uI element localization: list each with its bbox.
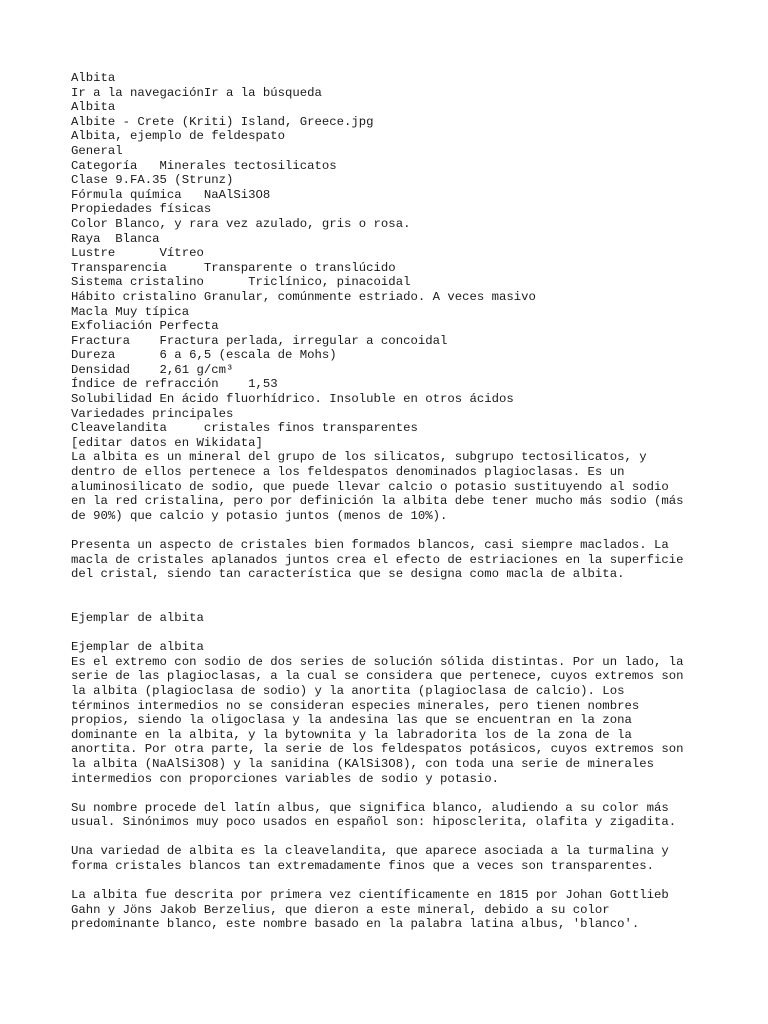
- text-line: Categoría Minerales tectosilicatos: [71, 158, 337, 173]
- text-line: propios, siendo la oligoclasa y la andesina las que se encuentran en la zona: [71, 713, 632, 728]
- text-line: Ejemplar de albita: [71, 610, 204, 625]
- text-line: Densidad 2,61 g/cm³: [71, 362, 234, 377]
- text-line: [71, 874, 731, 889]
- text-line: General: [71, 143, 123, 158]
- text-line: Es el extremo con sodio de dos series de solución sólida distintas. Por un lado, la: [71, 654, 684, 669]
- text-line: La albita fue descrita por primera vez científicamente en 1815 por Johan Gottlieb: [71, 888, 669, 903]
- text-line: Transparencia Transparente o translúcido: [71, 260, 396, 275]
- text-line: [71, 523, 731, 538]
- text-line: [71, 626, 731, 641]
- text-line: [71, 596, 731, 611]
- text-line: Albite - Crete (Kriti) Island, Greece.jpg: [71, 114, 374, 129]
- text-line: predominante blanco, este nombre basado en la palabra latina albus, 'blanco'.: [71, 917, 640, 932]
- text-line: Lustre Vítreo: [71, 246, 204, 261]
- text-line: Albita: [71, 71, 116, 85]
- text-line: Albita, ejemplo de feldespato: [71, 129, 286, 144]
- text-line: forma cristales blancos tan extremadamente finos que a veces son transparentes.: [71, 859, 654, 874]
- text-line: de 90%) que calcio y potasio juntos (menos de 10%).: [71, 508, 448, 523]
- text-line: la albita (NaAlSi3O8) y la sanidina (KAlSi3O8), con toda una serie de minerales: [71, 756, 654, 771]
- text-line: Exfoliación Perfecta: [71, 319, 219, 334]
- text-line: [editar datos en Wikidata]: [71, 435, 263, 450]
- text-line: Su nombre procede del latín albus, que significa blanco, aludiendo a su color más: [71, 800, 669, 815]
- text-line: términos intermedios no se consideran especies minerales, pero tienen nombres: [71, 698, 640, 713]
- text-line: Albita: [71, 100, 116, 115]
- text-line: macla de cristales aplanados juntos crea el efecto de estriaciones en la superficie: [71, 552, 684, 567]
- text-line: Presenta un aspecto de cristales bien formados blancos, casi siempre maclados. La: [71, 538, 669, 552]
- text-line: Raya Blanca: [71, 231, 160, 246]
- text-line: Sistema cristalino Triclínico, pinacoidal: [71, 275, 411, 290]
- text-line: del cristal, siendo tan característica que se designa como macla de albita.: [71, 567, 625, 582]
- text-line: Ir a la navegaciónIr a la búsqueda: [71, 85, 322, 100]
- text-line: serie de las plagioclasas, a la cual se considera que pertenece, cuyos extremos son: [71, 669, 684, 684]
- text-line: en la red cristalina, pero por definición la albita debe tener mucho más sodio (más: [71, 494, 684, 509]
- text-line: Fractura Fractura perlada, irregular a concoidal: [71, 333, 448, 348]
- text-line: Clase 9.FA.35 (Strunz): [71, 173, 234, 188]
- text-line: [71, 582, 731, 597]
- text-line: [71, 786, 731, 801]
- text-line: Hábito cristalino Granular, comúnmente estriado. A veces masivo: [71, 289, 536, 304]
- text-line: Ejemplar de albita: [71, 640, 204, 655]
- text-line: Índice de refracción 1,53: [71, 377, 278, 392]
- text-line: Cleavelandita cristales finos transparentes: [71, 421, 418, 436]
- text-line: aluminosilicato de sodio, que puede llevar calcio o potasio sustituyendo al sodio: [71, 479, 669, 494]
- text-line: dominante en la albita, y la bytownita y la labradorita los de la zona de la: [71, 727, 632, 742]
- document-text: [71, 71, 731, 932]
- text-line: Macla Muy típica: [71, 304, 190, 319]
- text-line: [71, 830, 731, 845]
- text-line: usual. Sinónimos muy poco usados en español son: hiposclerita, olafita y zigadita.: [71, 815, 677, 830]
- text-line: dentro de ellos pertenece a los feldespatos denominados plagioclasas. Es un: [71, 465, 625, 480]
- text-line: Gahn y Jöns Jakob Berzelius, que dieron a este mineral, debido a su color: [71, 902, 610, 917]
- text-line: Solubilidad En ácido fluorhídrico. Insoluble en otros ácidos: [71, 392, 514, 407]
- text-line: anortita. Por otra parte, la serie de los feldespatos potásicos, cuyos extremos son: [71, 742, 684, 757]
- text-line: Color Blanco, y rara vez azulado, gris o rosa.: [71, 216, 411, 231]
- text-line: intermedios con proporciones variables de sodio y potasio.: [71, 771, 500, 786]
- text-line: Variedades principales: [71, 406, 234, 421]
- text-line: Una variedad de albita es la cleavelandita, que aparece asociada a la turmalina y: [71, 844, 669, 859]
- text-line: Fórmula química NaAlSi3O8: [71, 187, 271, 202]
- text-line: Dureza 6 a 6,5 (escala de Mohs): [71, 348, 337, 363]
- text-line: Propiedades físicas: [71, 202, 212, 217]
- text-line: la albita (plagioclasa de sodio) y la anortita (plagioclasa de calcio). Los: [71, 683, 625, 698]
- text-line: La albita es un mineral del grupo de los silicatos, subgrupo tectosilicatos, y: [71, 450, 647, 465]
